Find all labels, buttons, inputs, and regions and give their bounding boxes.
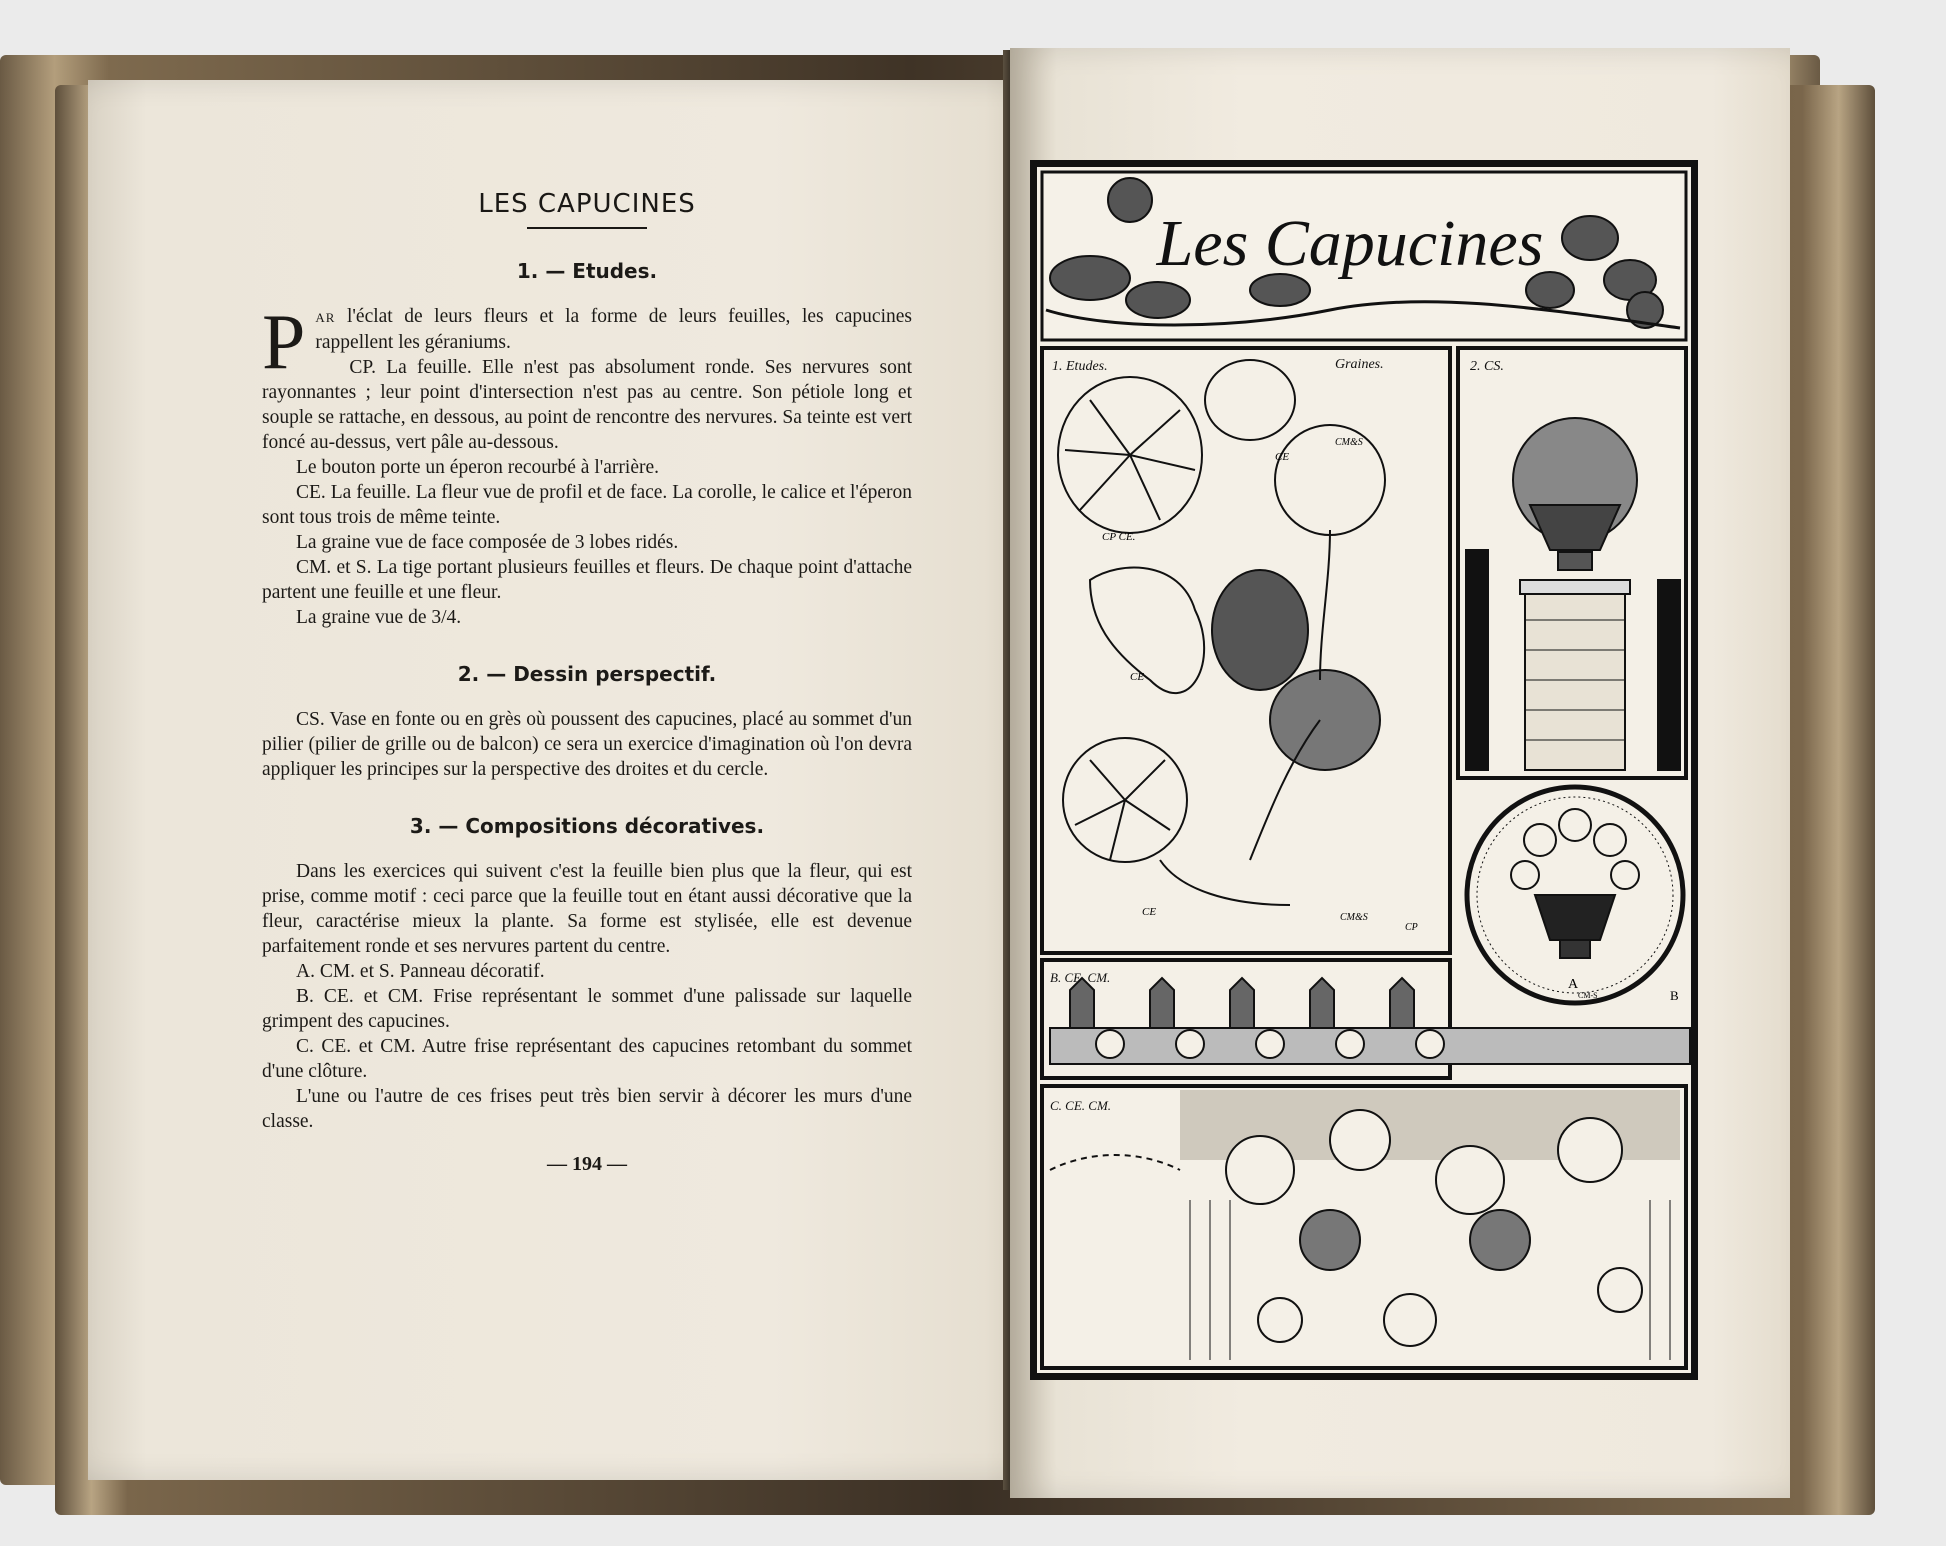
paragraph-bouton: Le bouton porte un éperon recourbé à l'arrière. <box>296 457 660 478</box>
paragraph-dans-les-exercices: Dans les exercices qui suivent c'est la feuille bien plus que la fleur, qui est prise, comme motif : ceci parce que la feuille tout en étant aussi décorative que la fleur, caractérise mieux la plante. Sa forme est stylisée, elle est devenue parfaitement ronde et ses nervures partent du centre. <box>262 861 912 957</box>
label-cp: CP <box>1405 922 1418 933</box>
page-title: LES CAPUCINES <box>478 189 696 219</box>
paragraph-a: A. CM. et S. Panneau décoratif. <box>296 961 545 982</box>
section-heading-etudes: 1. — Etudes. <box>516 259 658 283</box>
label-graines: Graines. <box>1335 357 1384 372</box>
paragraph-graine-3-4: La graine vue de 3/4. <box>296 607 462 628</box>
section-heading-compositions: 3. — Compositions décoratives. <box>409 814 765 838</box>
label-ce-1: CE <box>1130 671 1145 683</box>
paragraph-cp: CP. La feuille. Elle n'est pas absolument ronde. Ses nervures sont rayonnantes ; leur point d'intersection n'est pas au centre. Son pétiole long et souple se rattache, en dessous, au point de rencontre des nervures. Sa teinte est vert foncé au-dessus, vert pâle au-dessous. <box>262 357 912 453</box>
label-b: B. CE. CM. <box>1050 970 1111 985</box>
paragraph-graine-face: La graine vue de face composée de 3 lobes ridés. <box>296 532 679 553</box>
intro-paragraph <box>262 298 912 385</box>
label-a: A <box>1568 977 1579 992</box>
label-ce-3: CE <box>1275 451 1290 463</box>
banner-title: Les Capucines <box>1156 207 1544 280</box>
plate-svg <box>1030 160 1698 1380</box>
paragraph-c: C. CE. et CM. Autre frise représentant des capucines retombant du sommet d'une clôture. <box>262 1036 912 1082</box>
title-rule <box>527 227 647 229</box>
drop-cap: P <box>262 298 306 385</box>
label-cp-ce: CP CE. <box>1102 531 1136 543</box>
paragraph-b: B. CE. et CM. Frise représentant le sommet d'une palissade sur laquelle grimpent des capucines. <box>262 986 912 1032</box>
label-etudes: 1. Etudes. <box>1052 359 1108 374</box>
label-cs: 2. CS. <box>1470 359 1504 374</box>
paragraph-frises: L'une ou l'autre de ces frises peut très bien servir à décorer les murs d'une classe. <box>262 1086 912 1132</box>
paragraph-ce: CE. La feuille. La fleur vue de profil et de face. La corolle, le calice et l'éperon sont tous trois de même teinte. <box>262 482 912 528</box>
label-c: C. CE. CM. <box>1050 1098 1112 1113</box>
left-page-text <box>262 189 912 1177</box>
label-b-small: B <box>1670 988 1679 1003</box>
illustration-plate <box>1030 160 1698 1380</box>
label-ce-2: CE <box>1142 906 1157 918</box>
label-cms-2: CM&S <box>1340 912 1368 923</box>
paragraph-cs: CS. Vase en fonte ou en grès où poussent des capucines, placé au sommet d'un pilier (pilier de grille ou de balcon) ce sera un exercice d'imagination où l'on devra appliquer les principes sur la perspective des droites et du cercle. <box>262 709 912 780</box>
intro-text: l'éclat de leurs fleurs et la forme de leurs feuilles, les capucines rappellent les géraniums. <box>315 306 912 353</box>
label-cms-3: CM-S <box>1578 991 1598 1000</box>
label-cms-1: CM&S <box>1335 437 1363 448</box>
section-heading-dessin: 2. — Dessin perspectif. <box>457 662 717 686</box>
page-number: — 194 — <box>547 1153 627 1175</box>
intro-smallcaps: AR <box>315 310 336 325</box>
paragraph-cm: CM. et S. La tige portant plusieurs feuilles et fleurs. De chaque point d'attache partent une feuille et une fleur. <box>262 557 912 603</box>
